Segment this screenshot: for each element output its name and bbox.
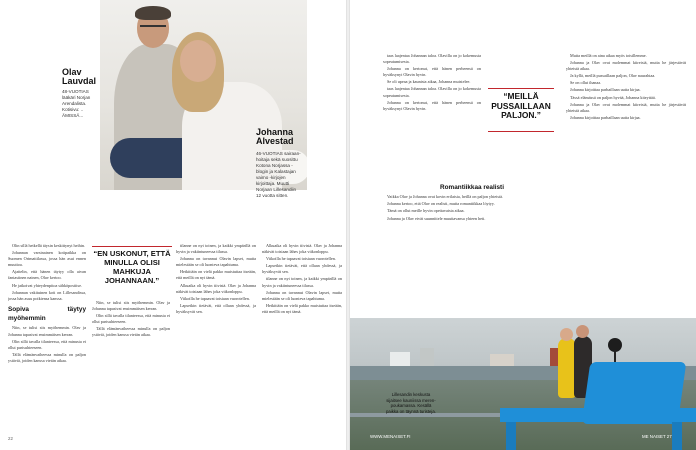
paragraph: taas laajentaa Johannan taloa. Olavilla on jo kokemusta sopeutumisesta. xyxy=(383,86,481,98)
blue-chair-arm xyxy=(500,408,696,422)
paragraph: Johanna on tavannut Olavin lapset, mutta mielestään se oli luonteva tapahtuma. xyxy=(262,289,342,301)
paragraph: Niin, se tulisi siis myöhemmin. Olav ja Johanna tapasivat ensimmäisen kerran. xyxy=(8,325,86,337)
page-number-left: 22 xyxy=(8,436,13,441)
paragraph: Se oli upeaa ja kaunista aikaa, Johanna muistelee. xyxy=(387,79,471,85)
paragraph: Tässä elämässä on paljon hyvää, Johanna kiteyttää. xyxy=(570,94,656,100)
paragraph: Johannan varsinainen kotipaikka on Suomen Orimattilassa, jossa hän asui ennen muuttoa. xyxy=(8,250,86,268)
section-heading: Romantiikkaa realisti xyxy=(440,184,504,191)
pull-quote-rule xyxy=(488,131,554,132)
paragraph: Tällä elämänvaiheessa minulla on paljon ystäviä, joiden kanssa vietän aikaa. xyxy=(8,351,86,363)
paragraph: Lapsetkin tietävät, että ollaan yhdessä, ja hyväksyvät sen. xyxy=(176,302,256,314)
paragraph: Alkuaika oli hyvin tiivistä. Olav ja Johanna näkivät toisiaan lähes joka viikonloppu. xyxy=(176,282,256,294)
paragraph: Johanna ja Olav eivät suunnittele muuttavansa yhteen heti. xyxy=(387,215,486,221)
pull-quote-left: “EN USKONUT, ETTÄ MINULLA OLISI MAHKUJA JOHANNAAN.” xyxy=(93,249,171,285)
pull-quote-rule xyxy=(92,246,172,247)
paragraph: Lapsetkin tietävät, että ollaan yhdessä, ja hyväksyvät sen. xyxy=(262,263,342,275)
caption-text-olav: 48-VUOTIAS lääkäri Norjan Arendalista. Kotisivu: .. ÄMISSÄ... xyxy=(62,89,91,119)
paragraph: Johanna kirjoittaa parhaillaan uutta kirjaa. xyxy=(570,114,641,120)
paragraph: Johanna ja Olav ovat molemmat kiireisiä, mutta he järjestävät yhteistä aikaa. xyxy=(566,60,686,72)
paragraph: Johanna kirjoittaa parhaillaan uutta kirjaa. xyxy=(570,87,641,93)
paragraph: Vaikka Olav ja Johanna ovat kovin erilaisia, heillä on paljon yhteistä. xyxy=(387,194,504,200)
article-column-4 xyxy=(383,53,481,181)
photo-caption: Lillesandin keskusta sijaitsee kauniissa meren-poukamassa. Kesällä paikka on täynnä turisteja. xyxy=(386,392,436,415)
paragraph: Alkuaika oli hyvin tiivistä. Olav ja Johanna näkivät toisiaan lähes joka viikonloppu. xyxy=(262,243,342,255)
article-column-2 xyxy=(176,243,256,438)
paragraph: Niin, se tulisi siis myöhemmin. Olav ja Johanna tapasivat ensimmäisen kerran. xyxy=(92,300,170,312)
paragraph: Johanna on kertonut, että hänen perheensä on hyväksynyt Olavin hyvin. xyxy=(383,99,481,111)
paragraph: Olin sillä hetkellä täysin keskittynyt heihin. xyxy=(12,243,86,248)
paragraph: taas laajentaa Johannan taloa. Olavilla on jo kokemusta sopeutumisesta. xyxy=(383,53,481,65)
paragraph: Ajattelin, että hänen täytyy olla aivan fantastinen nainen, Olav kertoo. xyxy=(8,269,86,281)
paragraph: Mutta meillä on aina aikaa myös toisillemme. xyxy=(570,53,647,58)
caption-name-johanna: Johanna Alvestad xyxy=(256,127,294,147)
paragraph: Johanna ja Olav ovat molemmat kiireisiä, mutta he järjestävät yhteistä aikaa. xyxy=(566,101,686,113)
article-column-1 xyxy=(8,243,86,438)
paragraph: Hetkittäin on vielä pakko muistuttaa itseään, että meillä on nyt tämä. xyxy=(262,302,342,314)
paragraph: He jatkoivat yhteydenpitoa sähköpostitse. xyxy=(12,282,83,288)
paragraph: Viikoilla he tapaavat toisiaan vuorotellen. xyxy=(180,295,250,301)
section-heading: Sopiva täytyy myöhemmin xyxy=(8,305,86,323)
paragraph: Olin sillä tavalla tilanteessa, että minusta ei ollut parisuhteeseen. xyxy=(8,338,86,350)
article-column-5 xyxy=(383,180,561,268)
pull-quote-right: “MEILLÄ PUSSAILLAAN PALJON.” xyxy=(491,91,551,121)
paragraph: Viikoilla he tapaavat toisiaan vuorotellen. xyxy=(266,256,336,262)
paragraph: Tämä on ollut meille hyvin opettavaista aikaa. xyxy=(387,208,465,214)
paragraph: Johanna on kertonut, että hänen perheensä on hyväksynyt Olavin hyvin. xyxy=(383,66,481,78)
caption-text-johanna: 46-VUOTIAS sairaan-hoitaja sekä suosittu Kotona Norjassa -blogin ja Kalastajan vaimo -kirjojen kirjoittaja. Muutti Norjaan Lillesandiin 12 vuotta sitten. xyxy=(256,151,301,199)
paragraph: Ja kyllä, meillä pussaillaan paljon, Olav naurahtaa. xyxy=(570,73,656,79)
caption-name-olav: Olav Lauvdal xyxy=(62,67,97,87)
article-column-6 xyxy=(566,53,686,265)
paragraph: Johannan vakituinen koti on Lillesandissa, jossa hän asuu poikiensa kanssa. xyxy=(8,289,86,301)
paragraph: tilanne on nyt toinen, ja kaikki ympärillä on hyvin ja vakiintuneessa tilassa. xyxy=(176,243,256,255)
pull-quote-rule xyxy=(488,88,554,89)
paragraph: Johanna on tavannut Olavin lapset, mutta mielestään se oli luonteva tapahtuma. xyxy=(176,256,256,268)
paragraph: Johanna kertoo, että Olav on realisti, mutta romantiikkaa löytyy. xyxy=(387,201,495,207)
footer-magazine: ME NAISET 27 xyxy=(642,434,672,439)
paragraph: Se on ollut ihanaa. xyxy=(570,80,602,86)
paragraph: Hetkittäin on vielä pakko muistuttaa itseään, että meillä on nyt tämä. xyxy=(176,269,256,281)
article-column-2a xyxy=(92,300,170,438)
footer-website: WWW.MENAISET.FI xyxy=(370,434,411,439)
harbour-photo xyxy=(350,318,696,450)
paragraph: Tällä elämänvaiheessa minulla on paljon ystäviä, joiden kanssa vietän aikaa. xyxy=(92,326,170,338)
paragraph: tilanne on nyt toinen, ja kaikki ympärillä on hyvin ja vakiintuneessa tilassa. xyxy=(262,276,342,288)
article-column-3 xyxy=(262,243,342,438)
paragraph: Olin sillä tavalla tilanteessa, että minusta ei ollut parisuhteeseen. xyxy=(92,313,170,325)
